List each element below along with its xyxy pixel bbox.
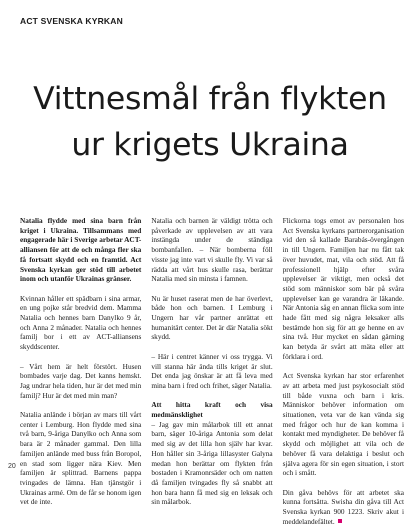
body-paragraph: Act Svenska kyrkan har stor erfarenhet av att arbeta med just psykosocialt stöd till både vuxna och barn i kris. Människor behöver information om situationen, veta var de kan vända sig med frågor och hur de kan komma i kontakt med myndigheter. De behöver få skydd och möjlighet att vila och de behöver få vara delaktiga i beslut och själva agera för sin egen situation, i stort och i smått. xyxy=(282,371,404,478)
body-paragraph: – Vårt hem är helt förstört. Husen bombades varje dag. Det kanns hemskt. Jag undrar hela tiden, hur är det med min familj? Hur är det med min man? xyxy=(20,361,142,400)
article-column-2 xyxy=(151,216,273,507)
body-paragraph: Flickorna togs emot av personalen hos Act Svenska kyrkans partnerorganisation vid den så kallade Barabás-övergången in till Ungern. Familjen har nu fått tak över huvudet, mat, vila och stöd. Att få professionell hjälp efter svåra upplevelser är viktigt, men också det stöd som människor som bär på svåra upplevelser kan ge varandra är läkande. När Antonia såg en annan flicka som inte hade fått med sig några leksaker alls bestämde hon sig för att ge henne en av sina två. Hur mycket en sådan gärning kan betyda är svårt att mäta eller att förklara i ord. xyxy=(282,216,404,361)
end-mark-icon xyxy=(338,519,342,523)
lead-paragraph: Natalia flydde med sina barn från kriget i Ukraina. Tillsammans med engagerade här i Sverige arbetar ACT-alliansen för att de och många fler ska få fortsatt skydd och en framtid. Act Svenska kyrkan ger stöd till arbetet inom och utanför Ukrainas gränser. xyxy=(20,216,142,284)
headline-line-2: ur krigets Ukraina xyxy=(71,127,349,163)
body-paragraph: Natalia och barnen är väldigt trötta och påverkade av upplevelsen av att vara instängda under de ständiga bombanfallen. – När bomberna föll visste jag inte vart vi skulle fly. Vi var så rädda att vårt hus skulle rasa, berättar Natalia med sin minsta i famnen. xyxy=(151,216,273,284)
body-paragraph: – Här i centret känner vi oss trygga. Vi vill stanna här ända tills kriget är slut. Det enda jag önskar är att få leva med mina barn i fred och frihet, säger Natalia. xyxy=(151,351,273,390)
headline xyxy=(0,76,420,168)
subhead: Att hitta kraft och visa medmänsklighet xyxy=(151,400,273,420)
section-label: ACT SVENSKA KYRKAN xyxy=(20,16,123,26)
headline-line-1: Vittnesmål från flykten xyxy=(33,81,387,117)
article-column-3 xyxy=(282,216,404,526)
subhead-paragraph xyxy=(151,400,272,507)
article-column-1 xyxy=(20,216,142,507)
body-paragraph: Natalia anlände i början av mars till vårt center i Lemburg. Hon flydde med sina två barn, 9-åriga Danylko och Anna som bara är 2 månader gammal. Den lilla familjen anlände med buss från Boropol, en stad som ligger nära Kiev. Men familjen är splittrad. Barnens pappa tvingades de lämna. Han tjänstgör i Ukrainas armé. Om de får se honom igen vet de inte. xyxy=(20,410,142,507)
page-number: 20 xyxy=(8,463,16,470)
body-paragraph: Kvinnan håller ett spädbarn i sina armar, en ung pojke står bredvid dem. Mamma Natalia och hennes barn Danylko 9 år, och Anna 2 månader. Natalia och hennes familj bor i ett av ACT-alliansens skyddscenter. xyxy=(20,293,142,352)
article-body xyxy=(20,216,404,526)
body-text: Din gåva behövs för att arbetet ska kunna fortsätta. Swisha din gåva till Act Svenska kyrkan 900 1223. Skriv akut i meddelandefältet. xyxy=(282,487,404,526)
body-text: – Jag gav min målarbok till ett annat barn, säger 10-åriga Antonia som delat med sig av det lilla hon själv har kvar. Hon håller sin 3-åriga lillasyster Galyna medan hon berättar om flykten från bostaden i Kramonrsäder och om natten då familjen tvingades fly så snabbt att hon bara hann få med sig en leksak och sin målarbok. xyxy=(151,419,273,507)
body-paragraph: Nu är huset raserat men de har överlevt, både hon och barnen. I Lemburg i Ungern har vår partner anrättat ett humanitärt center. Det är där Natalia sökt skydd. xyxy=(151,293,273,342)
closing-paragraph xyxy=(283,488,404,526)
